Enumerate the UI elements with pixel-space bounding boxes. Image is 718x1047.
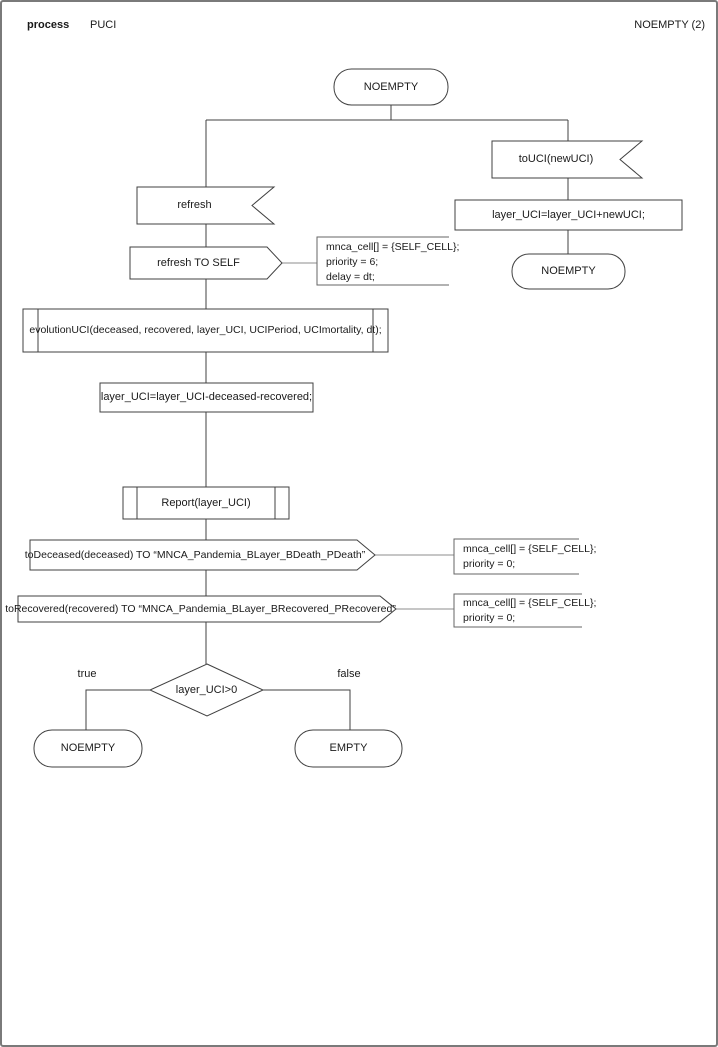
send-torecovered-label: toRecovered(recovered) TO “MNCA_Pandemia_BLayer_BRecovered_PRecovered” — [5, 602, 396, 615]
decision-true-label: true — [77, 668, 97, 680]
procedure-evolution-label: evolutionUCI(deceased, recovered, layer_UCI, UCIPeriod, UCImortality, dt); — [29, 324, 382, 336]
send-refresh-self-label: refresh TO SELF — [157, 256, 240, 269]
state-start-label: NOEMPTY — [363, 80, 419, 93]
header-kind-label: process — [27, 19, 70, 31]
comment-refresh-line-1: mnca_cell[] = {SELF_CELL}; — [326, 241, 460, 253]
header-page-label: NOEMPTY (2) — [634, 19, 705, 31]
header-process-name: PUCI — [90, 19, 117, 31]
input-touci-label: toUCI(newUCI) — [518, 153, 594, 165]
decision-label: layer_UCI>0 — [175, 683, 238, 696]
comment-refresh-text — [326, 240, 459, 285]
task-sub-label: layer_UCI=layer_UCI-deceased-recovered; — [100, 391, 313, 403]
comment-deceased-line-1: mnca_cell[] = {SELF_CELL}; — [463, 543, 597, 555]
decision-false-label: false — [337, 668, 361, 680]
task-add-label: layer_UCI=layer_UCI+newUCI; — [492, 208, 645, 221]
comment-recovered-line-1: mnca_cell[] = {SELF_CELL}; — [463, 597, 597, 609]
state-noempty-right-label: NOEMPTY — [541, 265, 596, 277]
comment-deceased-text — [463, 542, 596, 572]
comment-recovered-line-2: priority = 0; — [463, 612, 516, 624]
send-todeceased-label: toDeceased(deceased) TO “MNCA_Pandemia_BLayer_BDeath_PDeath” — [24, 548, 366, 561]
comment-deceased-line-2: priority = 0; — [463, 558, 516, 570]
state-empty-label: EMPTY — [329, 742, 368, 754]
comment-refresh-line-3: delay = dt; — [326, 271, 375, 283]
state-noempty-bottom-label: NOEMPTY — [60, 742, 116, 754]
connector-false-branch — [263, 690, 350, 730]
comment-recovered-text — [463, 596, 596, 626]
comment-refresh-line-2: priority = 6; — [326, 256, 379, 268]
input-refresh-label: refresh — [177, 199, 212, 211]
connector-true-branch — [86, 690, 150, 730]
procedure-report-label: Report(layer_UCI) — [161, 496, 251, 509]
